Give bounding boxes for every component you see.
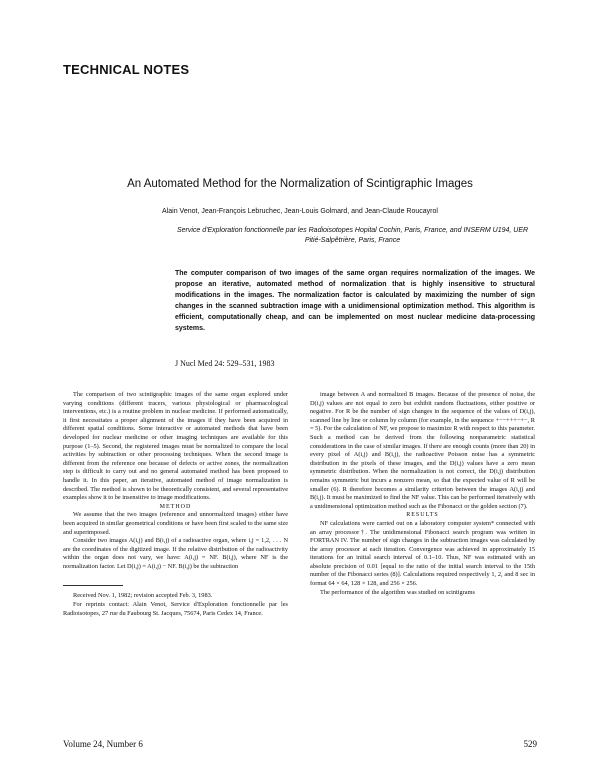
footnote-received: Received Nov. 1, 1982; revision accepted Feb. 3, 1983. (73, 592, 213, 600)
method-paragraph-2: Consider two images A(i,j) and B(i,j) of a radioactive organ, where i,j = 1,2, . . . N are the coordinates of the digitized image. If the relative distribution of the radioactivity within the organ does not vary, we have: A(i,j) = NF. B(i,j), where NF is the normalization factor. Let D(i,j) = A(i,j) − NF. B(i,j) be the subtraction (63, 537, 288, 570)
volume-footer: Volume 24, Number 6 (63, 739, 143, 749)
section-label: TECHNICAL NOTES (63, 62, 190, 77)
method-paragraph-3: image between A and normalized B images. Because of the presence of noise, the D(i,j) values are not equal to zero but exhibit random fluctuations, either positive or negative. For R be the number of sign changes in the sequence of the values of D(i,j), scanned line by line or column by column (for example, in the sequence +−−+++−+−, R = 5). For the calculation of NF, we propose to maximize R with respect to this parameter. Such a method can be derived from the following nonparametric statistical considerations in the case of similar images. If there are enough counts (more than 20) in every pixel of A(i,j) and B(i,j), the radioactive Poisson noise has a symmetric distribution in the pixels of these images, and the D(i,j) values have a zero mean symmetric distribution. When the normalization is not correct, the D(i,j) distribution remains symmetric but incurs a nonzero mean, so that the expected value of R will be smaller (6). R therefore becomes a similarity criterion between the images A(i,j) and B(i,j). It must be maximized to find the NF value. This can be performed iteratively with a unidimensional optimization method such as the Fibonacci or the golden section (7). (310, 391, 535, 510)
article-affiliation: Service d'Exploration fonctionnelle par les Radioisotopes Hopital Cochin, Paris, France, and INSERM U194, UER Pitié-Salpêtrière, Paris, France (176, 227, 529, 244)
page-number: 529 (523, 739, 537, 749)
intro-paragraph: The comparison of two scintigraphic images of the same organ explored under varying conditions (different tracers, various physiological or pharmacological interventions, etc.) is a routine problem in nuclear medicine. If performed automatically, it first necessitates a proper alignment of the images if they have been acquired in different spatial conditions. Some interactive or automated methods that have been developed for nuclear medicine or other imaging techniques are available for this purpose (1–5). Second, the registered images must be normalized to compare the local activities by subtraction or other processing techniques. When the second image is different from the reference one because of defects or active zones, the normalization step is difficult to carry out and no general automated method has been proposed to handle it. In this paper, an iterative, automated method of image normalization is described. The method is shown to be theoretically consistent, and several representative examples show it to be insensitive to image modifications. (63, 391, 288, 502)
left-column (63, 391, 288, 618)
method-heading: METHOD (159, 503, 192, 510)
journal-citation: J Nucl Med 24: 529–531, 1983 (175, 359, 275, 368)
method-paragraph-1: We assume that the two images (reference and unnormalized images) either have been acquired in similar geometrical conditions or have been first scaled to the same size and superimposed. (63, 511, 288, 536)
results-paragraph-1: NF calculations were carried out on a laboratory computer system* connected with an array processor†. The unidimensional Fibonacci search program was written in FORTRAN IV. The number of sign changes in the subtraction images was calculated by the array processor at each iteration. Convergence was achieved in approximately 15 iterations for an initial search interval of 0.1–10. Thus, NF was estimated with an absolute precision of 0.01 [equal to the ratio of the initial search interval to the 15th number of the Fibonacci series (8)]. Calculations required respectively 1, 2, and 8 sec in format 64 × 64, 128 × 128, and 256 × 256. (310, 519, 535, 588)
article-title: An Automated Method for the Normalization of Scintigraphic Images (127, 178, 473, 190)
footnote-divider (63, 585, 123, 586)
footnote-reprints: For reprints contact: Alain Venot, Service d'Exploration fonctionnelle par les Radioisotopes, 27 rue du Faubourg St. Jacques, 75674, Paris Cedex 14, France. (63, 601, 288, 617)
article-authors: Alain Venot, Jean-François Lebruchec, Jean-Louis Golmard, and Jean-Claude Roucayrol (162, 208, 438, 215)
results-paragraph-2: The performance of the algorithm was studied on scintigrams (320, 588, 475, 596)
article-abstract: The computer comparison of two images of the same organ requires normalization of the images. We propose an iterative, automated method of normalization that is highly insensitive to structural modifications in the images. The normalization factor is calculated by maximizing the number of sign changes in the scanned subtraction image with a unidimensional optimization method. This algorithm is efficient, computationally cheap, and can be implemented on most nuclear medicine data-processing systems. (175, 270, 535, 332)
results-heading: RESULTS (406, 512, 439, 519)
right-column (310, 391, 535, 597)
